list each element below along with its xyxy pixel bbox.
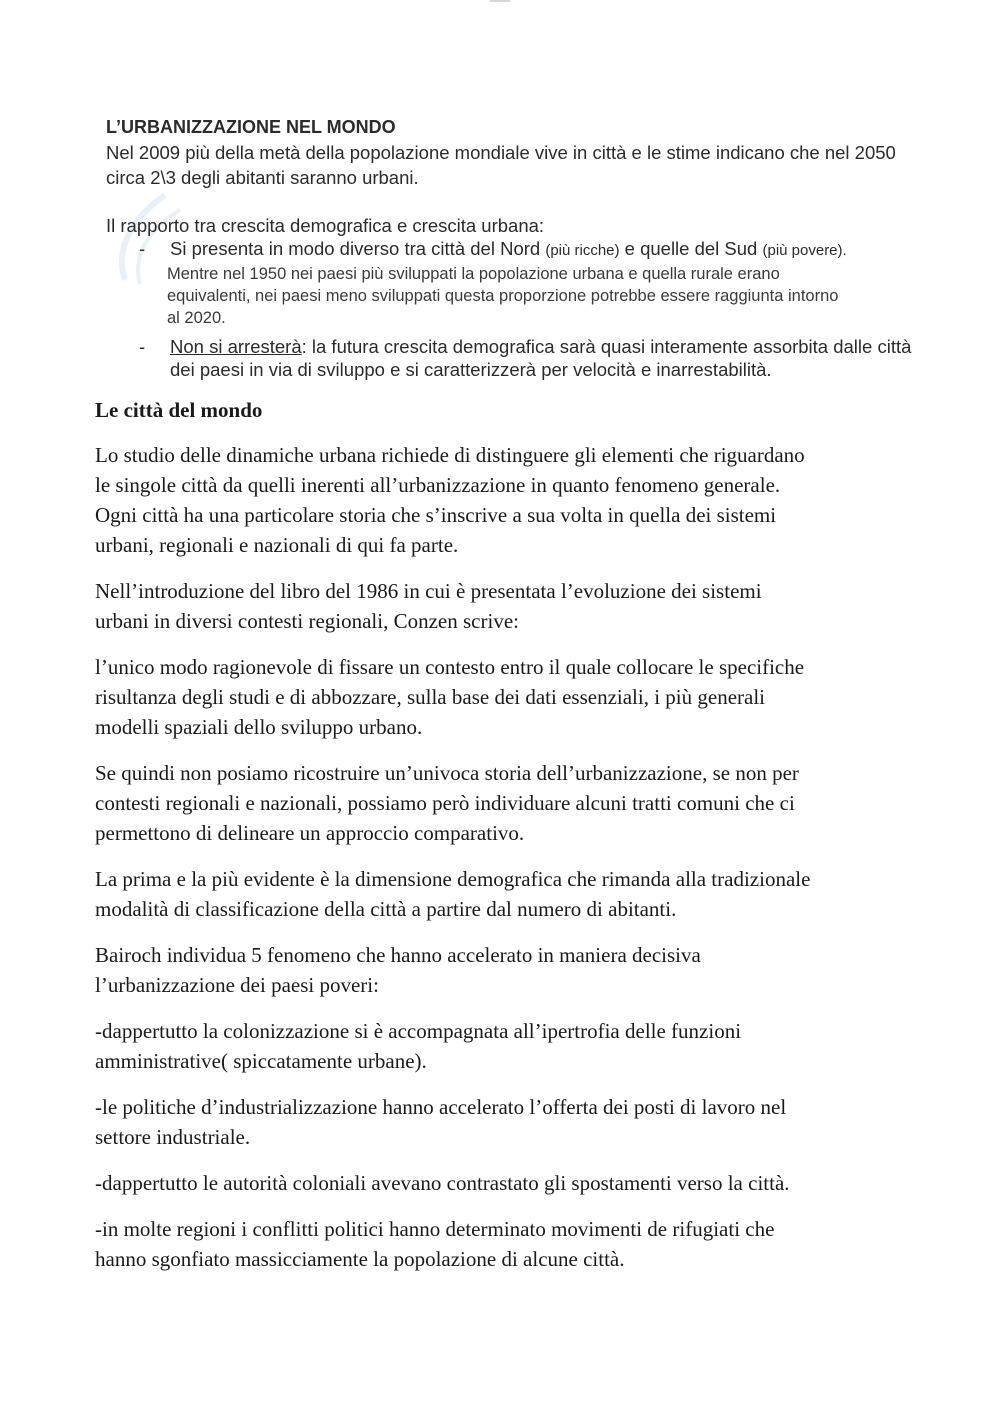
- paragraph-line: -in molte regioni i conflitti politici hanno determinato movimenti de rifugiati che: [95, 1217, 775, 1241]
- paragraph-line: modalità di classificazione della città a partire dal numero di abitanti.: [95, 897, 677, 921]
- bullet-1-text-a: Si presenta in modo diverso tra città del Nord: [170, 238, 546, 259]
- body-paragraph: [95, 758, 915, 848]
- bullet-2-line-1: : la futura crescita demografica sarà quasi interamente assorbita dalle città: [301, 336, 912, 357]
- notes-title: L’URBANIZZAZIONE NEL MONDO: [106, 117, 396, 137]
- bullet-1-detail-line-2: equivalenti, nei paesi meno sviluppati questa proporzione potrebbe essere raggiunta intorno: [167, 287, 839, 305]
- paragraph-line: modelli spaziali dello sviluppo urbano.: [95, 715, 423, 739]
- body-paragraph: [95, 864, 915, 924]
- paragraph-line: hanno sgonfiato massicciamente la popolazione di alcune città.: [95, 1247, 625, 1271]
- paragraph-line: -dappertutto le autorità coloniali avevano contrastato gli spostamenti verso la città.: [95, 1171, 790, 1195]
- body-paragraph: [95, 652, 915, 742]
- body-paragraph: [95, 440, 915, 560]
- notes-bullet-list: [106, 237, 966, 381]
- paragraph-line: l’unico modo ragionevole di fissare un contesto entro il quale collocare le specifiche: [95, 655, 805, 679]
- paragraph-line: La prima e la più evidente è la dimensione demografica che rimanda alla tradizionale: [95, 867, 811, 891]
- paragraph-line: -dappertutto la colonizzazione si è accompagnata all’ipertrofia delle funzioni: [95, 1019, 742, 1043]
- intro-line-2: circa 2\3 degli abitanti saranno urbani.: [106, 167, 419, 188]
- paragraph-line: permettono di delineare un approccio comparativo.: [95, 821, 525, 845]
- paragraph-line: -le politiche d’industrializzazione hanno accelerato l’offerta dei posti di lavoro nel: [95, 1095, 787, 1119]
- page-header-mark: [490, 0, 510, 2]
- paragraph-line: amministrative( spiccatamente urbane).: [95, 1049, 427, 1073]
- bullet-2-line-2: dei paesi in via di sviluppo e si caratterizzerà per velocità e inarrestabilità.: [170, 359, 772, 380]
- paragraph-line: urbani, regionali e nazionali di qui fa parte.: [95, 533, 459, 557]
- body-paragraph: [95, 576, 915, 636]
- body-paragraph: [95, 1214, 915, 1274]
- paragraph-line: urbani in diversi contesti regionali, Conzen scrive:: [95, 609, 519, 633]
- notes-intro: [106, 140, 966, 190]
- bullet-1-text-b: e quelle del Sud: [619, 238, 763, 259]
- paragraph-line: l’urbanizzazione dei paesi poveri:: [95, 973, 379, 997]
- section-heading: Le città del mondo: [95, 398, 263, 422]
- bullet-dash: -: [139, 238, 146, 259]
- body-paragraph: [95, 1168, 915, 1198]
- main-text-section: [95, 396, 915, 1290]
- paragraph-line: Nell’introduzione del libro del 1986 in cui è presentata l’evoluzione dei sistemi: [95, 579, 762, 603]
- body-paragraph: [95, 940, 915, 1000]
- notes-section: [106, 116, 966, 381]
- bullet-1-note-a: (più ricche): [545, 242, 620, 259]
- bullet-2-underlined: Non si arresterà: [170, 336, 302, 357]
- paragraph-line: Se quindi non posiamo ricostruire un’univoca storia dell’urbanizzazione, se non per: [95, 761, 799, 785]
- notes-subheading: Il rapporto tra crescita demografica e crescita urbana:: [106, 215, 545, 236]
- paragraph-line: Bairoch individua 5 fenomeno che hanno accelerato in maniera decisiva: [95, 943, 701, 967]
- paragraph-line: le singole città da quelli inerenti all’urbanizzazione in quanto fenomeno generale.: [95, 473, 781, 497]
- bullet-1-note-b: (più povere).: [762, 242, 847, 259]
- bullet-dash: -: [139, 336, 146, 357]
- bullet-north-south: [106, 237, 966, 262]
- bullet-1-detail-line-3: al 2020.: [167, 309, 226, 327]
- bullet-1-detail: [167, 263, 897, 329]
- intro-line-1: Nel 2009 più della metà della popolazione mondiale vive in città e le stime indicano che nel 2050: [106, 142, 896, 163]
- bullet-growth: [106, 335, 966, 381]
- paragraph-line: contesti regionali e nazionali, possiamo però individuare alcuni tratti comuni che ci: [95, 791, 795, 815]
- body-paragraph: [95, 1092, 915, 1152]
- paragraph-line: risultanza degli studi e di abbozzare, sulla base dei dati essenziali, i più generali: [95, 685, 766, 709]
- paragraph-line: Ogni città ha una particolare storia che s’inscrive a sua volta in quella dei sistemi: [95, 503, 777, 527]
- body-paragraph: [95, 1016, 915, 1076]
- bullet-1-detail-line-1: Mentre nel 1950 nei paesi più sviluppati la popolazione urbana e quella rurale erano: [167, 265, 780, 283]
- paragraph-container: [95, 440, 915, 1274]
- paragraph-line: Lo studio delle dinamiche urbana richiede di distinguere gli elementi che riguardano: [95, 443, 805, 467]
- paragraph-line: settore industriale.: [95, 1125, 251, 1149]
